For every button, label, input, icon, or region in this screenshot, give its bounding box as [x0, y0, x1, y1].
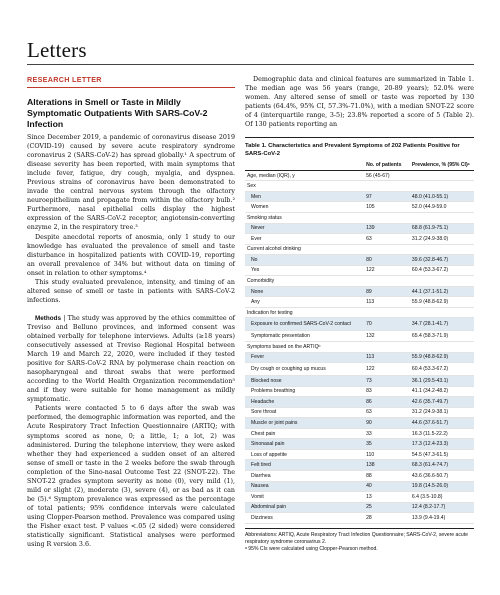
table-cell-count: 139 — [364, 223, 410, 234]
table-row — [245, 297, 474, 308]
table-cell-prevalence — [410, 181, 474, 192]
table-cell-count — [364, 276, 410, 287]
table-row — [245, 352, 474, 363]
table-cell-prevalence: 43.6 (36.6-50.7) — [410, 471, 474, 482]
table-cell-count: 33 — [364, 428, 410, 439]
table-cell-prevalence: 60.4 (53.3-67.2) — [410, 265, 474, 276]
table-cell-prevalence — [410, 276, 474, 287]
table-row — [245, 191, 474, 202]
table-cell-prevalence: 54.5 (47.3-61.5) — [410, 449, 474, 460]
table-row — [245, 363, 474, 376]
table-cell-count: 56 (45-67) — [364, 170, 410, 181]
table-cell-label: Fever — [245, 352, 364, 363]
table-cell-label: Vomit — [245, 492, 364, 503]
table-cell-label: Indication for testing — [245, 307, 364, 318]
masthead-rule — [27, 64, 474, 65]
table-cell-prevalence: 31.2 (24.9-38.1) — [410, 407, 474, 418]
table-cell-label: Smoking status — [245, 212, 364, 223]
table-cell-count: 113 — [364, 297, 410, 308]
table-cell-prevalence: 34.7 (28.1-41.7) — [410, 318, 474, 331]
table-cell-count: 110 — [364, 449, 410, 460]
table-cell-label: Comorbidity — [245, 276, 364, 287]
table-row — [245, 255, 474, 266]
table-section-row — [245, 181, 474, 192]
table-cell-label: Symptomatic presentation — [245, 331, 364, 342]
table-cell-count — [364, 341, 410, 352]
table-cell-count: 25 — [364, 502, 410, 513]
table-section-row — [245, 244, 474, 255]
table-row — [245, 492, 474, 503]
table-title: Table 1. Characteristics and Prevalent Symptoms of 202 Patients Positive for SARS-CoV-2 — [245, 137, 474, 158]
table-cell-label: Blocked nose — [245, 376, 364, 387]
footnote-ci: ᵃ 95% CIs were calculated using Clopper-Pearson method. — [245, 545, 378, 552]
methods-paragraph-2: Patients were contacted 5 to 6 days after the swab was performed, the demographic information was reported, and the Acute Respiratory Tract Infection Questionnaire (ARTIQ; with symptoms scored as none, 0; a little, 1; a lot, 2) was administered. During the telephone interview, they were asked whether they had experienced a sudden onset of an altered sense of smell or taste in the 2 weeks before the swab through completion of the Sino-nasal Outcome Test 22 (SNOT-22). The SNOT-22 grades symptom severity as none (0), very mild (1), mild or slight (2), moderate (3), severe (4), or as bad as it can be (5).⁶ Symptom prevalence was expressed as the percentage of total patients; 95% confidence intervals were calculated using Clopper-Pearson method. Prevalence was compared using the Fisher exact test. P values <.05 (2 sided) were considered statistically significant. Statistical analyses were performed using R version 3.6. — [27, 405, 235, 549]
table-section-row — [245, 307, 474, 318]
methods-heading: Methods — [35, 314, 62, 322]
table-row — [245, 449, 474, 460]
intro-paragraph-3: This study evaluated prevalence, intensity, and timing of an altered sense of smell or taste in patients with SARS-CoV-2 infections. — [27, 278, 235, 304]
table-cell-label: No — [245, 255, 364, 266]
table-cell-count: 28 — [364, 513, 410, 524]
right-column — [245, 75, 474, 553]
table-row — [245, 418, 474, 429]
table-footnotes — [245, 528, 474, 553]
table-section-row — [245, 212, 474, 223]
methods-paragraph-1 — [27, 314, 235, 404]
table-row — [245, 481, 474, 492]
table-cell-prevalence: 44.1 (37.1-51.2) — [410, 286, 474, 297]
table-cell-count: 86 — [364, 397, 410, 408]
article-title: Alterations in Smell or Taste in Mildly Symptomatic Outpatients With SARS-CoV-2 Infection — [27, 97, 208, 129]
table-cell-prevalence: 39.6 (32.8-46.7) — [410, 255, 474, 266]
table-cell-label: None — [245, 286, 364, 297]
table-cell-label: Sinonasal pain — [245, 439, 364, 450]
table-row — [245, 318, 474, 331]
table-cell-prevalence — [410, 244, 474, 255]
table-row — [245, 331, 474, 342]
table-cell-count: 70 — [364, 318, 410, 331]
table-cell-count: 73 — [364, 376, 410, 387]
table-cell-count: 97 — [364, 191, 410, 202]
table-row — [245, 460, 474, 471]
table-cell-prevalence: 44.6 (37.6-51.7) — [410, 418, 474, 429]
table-cell-count: 13 — [364, 492, 410, 503]
table-row — [245, 386, 474, 397]
table-cell-prevalence — [410, 307, 474, 318]
table-cell-prevalence: 6.4 (3.5-10.8) — [410, 492, 474, 503]
table-cell-count — [364, 212, 410, 223]
table-cell-label: Muscle or joint pains — [245, 418, 364, 429]
table-cell-prevalence: 65.4 (58.3-71.9) — [410, 331, 474, 342]
table-cell-count: 88 — [364, 471, 410, 482]
table-cell-prevalence: 68.8 (61.9-75.1) — [410, 223, 474, 234]
table-cell-label: Problems breathing — [245, 386, 364, 397]
table-cell-count — [364, 244, 410, 255]
table-cell-label: Never — [245, 223, 364, 234]
table-cell-label: Any — [245, 297, 364, 308]
table-cell-prevalence: 19.8 (14.5-26.0) — [410, 481, 474, 492]
table-cell-label: Sex — [245, 181, 364, 192]
table-section-row — [245, 276, 474, 287]
characteristics-table — [245, 161, 474, 523]
table-row — [245, 223, 474, 234]
table-cell-prevalence — [410, 341, 474, 352]
table-cell-prevalence: 12.4 (8.2-17.7) — [410, 502, 474, 513]
table-row — [245, 234, 474, 245]
table-cell-count: 122 — [364, 265, 410, 276]
table-cell-count: 63 — [364, 407, 410, 418]
table-section-row — [245, 170, 474, 181]
results-paragraph: Demographic data and clinical features are summarized in Table 1. The median age was 56 years (range, 20-89 years); 52.0% were women. Any altered sense of smell or taste was reported by 130 patients (64.4%, 95% CI, 57.3%-71.0%), with a median SNOT-22 score of 4 (interquartile range, 3-5); 23.8% reported a score of 5 (Table 2). Of 130 patients reporting an — [245, 76, 474, 129]
table-cell-label: Yes — [245, 265, 364, 276]
table-cell-label: Headache — [245, 397, 364, 408]
table-row — [245, 265, 474, 276]
table-cell-label: Loss of appetite — [245, 449, 364, 460]
table-cell-label: Dry cough or coughing up mucus — [245, 363, 364, 376]
table-cell-label: Felt tired — [245, 460, 364, 471]
table-cell-prevalence: 31.2 (24.9-38.0) — [410, 234, 474, 245]
table-header-count: No. of patients — [364, 161, 410, 170]
table-cell-prevalence — [410, 170, 474, 181]
table-cell-count: 138 — [364, 460, 410, 471]
table-cell-label: Exposure to confirmed SARS-CoV-2 contact — [245, 318, 364, 331]
methods-text-1: | The study was approved by the ethics committee of Treviso and Belluno provinces, and informed consent was obtained verbally for telephone interviews. Adults (≥18 years) consecutively assessed at Treviso Regional Hospital between March 19 and March 22, 2020, were included if they tested positive for SARS-CoV-2 RNA by polymerase chain reaction on nasopharyngeal and throat swabs that were performed according to the World Health Organization recommendation⁵ and if they were suitable for home management as mildly symptomatic. — [27, 314, 235, 404]
table-cell-label: Women — [245, 202, 364, 213]
table-cell-count: 89 — [364, 286, 410, 297]
table-cell-prevalence: 41.1 (34.2-48.2) — [410, 386, 474, 397]
table-cell-count — [364, 307, 410, 318]
table-row — [245, 502, 474, 513]
table-cell-prevalence: 60.4 (53.3-67.2) — [410, 363, 474, 376]
left-column — [27, 75, 235, 549]
table-cell-prevalence: 55.9 (48.8-62.9) — [410, 297, 474, 308]
table-cell-count — [364, 181, 410, 192]
table-cell-prevalence: 13.9 (9.4-19.4) — [410, 513, 474, 524]
table-cell-prevalence: 16.3 (11.5-22.2) — [410, 428, 474, 439]
table-cell-count: 83 — [364, 386, 410, 397]
table-cell-label: Abdominal pain — [245, 502, 364, 513]
table-cell-label: Current alcohol drinking — [245, 244, 364, 255]
table-header-prevalence: Prevalence, % (95% CI)ᵃ — [410, 161, 474, 170]
table-row — [245, 428, 474, 439]
table-row — [245, 439, 474, 450]
table-cell-count: 132 — [364, 331, 410, 342]
table-cell-prevalence: 52.0 (44.9-59.0 — [410, 202, 474, 213]
section-rule — [27, 87, 235, 88]
footnote-abbreviations: Abbreviations: ARTIQ, Acute Respiratory Tract Infection Questionnaire; SARS-CoV-2, severe acute respiratory syndrome coronavirus 2. — [245, 531, 469, 545]
table-row — [245, 397, 474, 408]
table-cell-count: 113 — [364, 352, 410, 363]
table-header-row — [245, 161, 474, 170]
table-row — [245, 471, 474, 482]
table-cell-label: Sore throat — [245, 407, 364, 418]
table-row — [245, 513, 474, 524]
table-cell-label: Men — [245, 191, 364, 202]
journal-masthead: Letters — [27, 38, 87, 62]
table-cell-prevalence — [410, 212, 474, 223]
table-cell-label: Diarrhea — [245, 471, 364, 482]
table-cell-count: 122 — [364, 363, 410, 376]
section-label: RESEARCH LETTER — [27, 75, 102, 84]
table-cell-prevalence: 17.3 (12.4-23.3) — [410, 439, 474, 450]
table-cell-prevalence: 55.9 (48.8-62.9) — [410, 352, 474, 363]
table-cell-count: 63 — [364, 234, 410, 245]
intro-paragraph-2: Despite anecdotal reports of anosmia, only 1 study to our knowledge has evaluated the prevalence of smell and taste disturbance in hospitalized patients with COVID-19, reporting an overall prevalence of 34% but without data on timing of onset in relation to other symptoms.⁴ — [27, 233, 235, 277]
table-cell-prevalence: 36.1 (29.5-43.1) — [410, 376, 474, 387]
table-row — [245, 286, 474, 297]
table-cell-prevalence: 48.0 (41.0-55.1) — [410, 191, 474, 202]
table-row — [245, 407, 474, 418]
table-row — [245, 202, 474, 213]
table-section-row — [245, 341, 474, 352]
table-cell-count: 35 — [364, 439, 410, 450]
table-cell-count: 105 — [364, 202, 410, 213]
intro-paragraph-1: Since December 2019, a pandemic of coronavirus disease 2019 (COVID-19) caused by severe acute respiratory syndrome coronavirus 2 (SARS-CoV-2) has spread globally.¹ A spectrum of disease severity has been reported, with main symptoms that include fever, fatigue, dry cough, myalgia, and dyspnea. Previous strains of coronavirus have been demonstrated to invade the central nervous system through the olfactory neuroepithelium and propagate from within the olfactory bulb.² Furthermore, nasal epithelial cells display the highest expression of the SARS-CoV-2 receptor, angiotensin-converting enzyme 2, in the respiratory tree.³ — [27, 134, 235, 232]
table-cell-label: Symptoms based on the ARTIQᵇ — [245, 341, 364, 352]
table-cell-prevalence: 42.6 (35.7-49.7) — [410, 397, 474, 408]
table-cell-label: Ever — [245, 234, 364, 245]
table-cell-label: Dizziness — [245, 513, 364, 524]
table-cell-label: Nausea — [245, 481, 364, 492]
table-header-label — [245, 161, 364, 170]
table-body — [245, 170, 474, 523]
table-cell-count: 90 — [364, 418, 410, 429]
table-cell-label: Age, median (IQR), y — [245, 170, 364, 181]
table-cell-count: 40 — [364, 481, 410, 492]
table-cell-count: 80 — [364, 255, 410, 266]
table-row — [245, 376, 474, 387]
table-cell-prevalence: 68.3 (61.4-74.7) — [410, 460, 474, 471]
table-cell-label: Chest pain — [245, 428, 364, 439]
